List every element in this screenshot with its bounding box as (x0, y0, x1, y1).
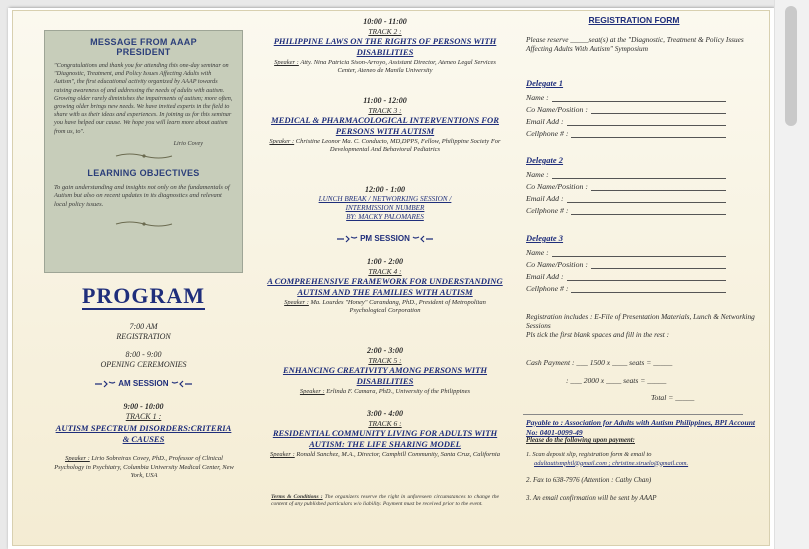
terms-conditions (271, 494, 499, 508)
registration-intro-text: Please reserve _____seat(s) at the "Diagnostic, Treatment & Policy Issues Affecting Adults With Autism" Symposium (526, 35, 744, 53)
delegate1-cell-label: Cellphone # : (526, 129, 569, 138)
track6-label: TRACK 6 : (368, 419, 402, 428)
delegate2-email-label: Email Add : (526, 194, 564, 203)
message-heading-line1: MESSAGE FROM AAAP (90, 37, 197, 47)
track4-label: TRACK 4 : (368, 267, 402, 276)
track3-time: 11:00 - 12:00 (363, 96, 407, 105)
track1-time: 9:00 - 10:00 (123, 402, 164, 411)
track2-speaker-label: Speaker : (274, 59, 299, 66)
delegate1-cell-field[interactable] (571, 128, 726, 138)
registration-intro (526, 35, 756, 53)
step3-text: 3. An email confirmation will be sent by AAAP (526, 494, 657, 502)
message-signature: Lirio Covey (173, 139, 203, 147)
price-2000-line[interactable]: : ___ 2000 x ____ seats = _____ (566, 376, 667, 385)
pm-session-heading (285, 234, 485, 243)
delegate2-heading: Delegate 2 (526, 155, 564, 165)
delegate3-company-field[interactable] (591, 259, 726, 269)
delegate3-email-label: Email Add : (526, 272, 564, 281)
track3-speaker: Christine Leonor Ma. C. Conducto, MD,DPPS, Fellow, Philippine Society For Developmental And Behavioral Pediatrics (295, 138, 501, 154)
scrollbar[interactable] (774, 0, 809, 549)
delegate3-cell-field[interactable] (571, 283, 726, 293)
step1-emails[interactable]: adultautismphil@gmail.com ; christine.siruelo@gmail.com. (534, 459, 689, 467)
track1-speaker (50, 455, 238, 481)
tick-instruction: Pls tick the first blank spaces and fill in the rest : (526, 330, 670, 339)
track4-block (267, 257, 503, 315)
track6-time: 3:00 - 4:00 (367, 409, 403, 418)
track3-label: TRACK 3 : (368, 106, 402, 115)
delegate3-name-field[interactable] (552, 247, 726, 257)
opening-time: 8:00 - 9:00 (125, 350, 162, 359)
delegate2-company-label: Co Name/Position : (526, 182, 588, 191)
program-title-text: PROGRAM (81, 283, 206, 308)
terms-text: The organizers reserve the right in unforeseen circumstances to change the content of any published particulars w/o liability. Payment must be received prior to the event. (271, 494, 499, 507)
track1-label: TRACK 1 : (125, 412, 162, 421)
delegate3-name-label: Name : (526, 248, 549, 257)
delegate2-block (526, 155, 726, 217)
track5-label: TRACK 5 : (368, 356, 402, 365)
lunch-line3: BY: MACKY PALOMARES (346, 213, 424, 221)
delegate1-name-label: Name : (526, 93, 549, 102)
delegate1-name-field[interactable] (552, 92, 726, 102)
delegate1-block (526, 78, 726, 140)
track5-title: ENHANCING CREATIVITY AMONG PERSONS WITH DISABILITIES (282, 365, 488, 386)
payable-block (526, 418, 756, 503)
follow-instruction: Please do the following upon payment: (526, 437, 635, 444)
total-line[interactable]: Total = _____ (651, 393, 695, 402)
ornament-left-icon (336, 235, 358, 243)
ornament-right-icon (171, 380, 193, 388)
track3-block (267, 96, 503, 154)
lunch-line1: LUNCH BREAK / NETWORKING SESSION / (318, 195, 452, 203)
delegate1-company-label: Co Name/Position : (526, 105, 588, 114)
am-session-heading (44, 379, 243, 388)
message-box (44, 30, 243, 273)
objectives-body: To gain understanding and insights not only on the fundamentals of Autism but also on recent updates in its diagnostics and relevant local policy issues. (54, 183, 230, 209)
ornament-divider-icon (114, 220, 174, 228)
delegate1-heading: Delegate 1 (526, 78, 564, 88)
track2-speaker: Atty. Nina Patricia Sison-Arroyo, Assistant Director, Ateneo Legal Services Center, Ateneo de Manila University (300, 59, 496, 75)
track4-speaker: Ma. Lourdes "Honey" Carandang, PhD., President of Metropolitan Psychological Corporation (310, 299, 486, 315)
program-title (44, 283, 243, 309)
track5-speaker-label: Speaker : (299, 388, 325, 395)
track5-block (267, 346, 503, 396)
includes-block (526, 312, 756, 339)
delegate2-company-field[interactable] (591, 181, 726, 191)
cash-payment-label: Cash Payment : (526, 358, 575, 367)
step1-text: 1. Scan deposit slip, registration form & email to (526, 451, 652, 458)
track1-speaker-label: Speaker : (65, 455, 90, 462)
delegate2-cell-label: Cellphone # : (526, 206, 569, 215)
delegate3-heading: Delegate 3 (526, 233, 564, 243)
divider (523, 414, 743, 415)
track2-block (267, 17, 503, 75)
delegate2-name-label: Name : (526, 170, 549, 179)
delegate1-company-field[interactable] (591, 104, 726, 114)
lunch-block (267, 185, 503, 222)
track5-time: 2:00 - 3:00 (367, 346, 403, 355)
includes-text: Registration includes : E-File of Presentation Materials, Lunch & Networking Sessions (526, 312, 755, 330)
track4-speaker-label: Speaker : (284, 299, 309, 306)
objectives-heading: LEARNING OBJECTIVES (87, 167, 200, 178)
payment-block (526, 358, 756, 403)
track4-title: A COMPREHENSIVE FRAMEWORK FOR UNDERSTANDING AUTISM AND THE FAMILIES WITH AUTISM (267, 276, 503, 297)
step2-text: 2. Fax to 638-7976 (Attention : Cathy Chan) (526, 476, 652, 484)
registration-label: REGISTRATION (116, 332, 171, 341)
delegate1-email-field[interactable] (567, 116, 726, 126)
price-1500-line[interactable]: ___ 1500 x ____ seats = _____ (576, 358, 673, 367)
track6-speaker: Ronald Sanchez, M.A., Director, Camphill Community, Santa Cruz, California (296, 451, 500, 458)
track1-title: AUTISM SPECTRUM DISORDERS:CRITERIA & CAUSES (55, 423, 232, 444)
track6-speaker-label: Speaker : (270, 451, 295, 458)
ornament-divider-icon (114, 152, 174, 160)
track1-speaker-name: Lirio Sobreiras Covey, PhD., Professor of Clinical Psychology in Psychiatry, Columbia University Medical Center, New York, USA (54, 455, 234, 479)
lunch-line2: INTERMISSION NUMBER (345, 204, 425, 212)
track2-label: TRACK 2 : (368, 27, 402, 36)
delegate3-block (526, 233, 726, 295)
message-heading-line2: PRESIDENT (116, 47, 171, 57)
registration-time: 7:00 AM (129, 322, 158, 331)
registration-form-title: REGISTRATION FORM (588, 15, 680, 25)
message-body: "Congratulations and thank you for attending this one-day seminar on "Diagnostic, Treatment, and Policy Issues Affecting Adults with Autism", the first educational activity organized by AAAP towards raising awareness of and addressing the needs of adults with autism. Growing older rarely diminishes the impairments of autism; more often, growing older brings new needs. We have invited experts in the field to share with us their ideas and experiences. In joining us for this seminar you have helped our cause. We hope you will learn more about autism from us, to". (54, 62, 233, 135)
scroll-thumb[interactable] (785, 6, 797, 126)
track3-speaker-label: Speaker : (269, 138, 295, 145)
lunch-time: 12:00 - 1:00 (365, 185, 405, 194)
ornament-right-icon (412, 235, 434, 243)
payable-to-text: Payable to : Association for Adults with Autism Philippines, BPI Account No: 0401-0099-49 (526, 418, 756, 437)
track6-block (267, 409, 503, 459)
am-session-label: AM SESSION (118, 379, 169, 388)
delegate2-name-field[interactable] (552, 169, 726, 179)
delegate1-email-label: Email Add : (526, 117, 564, 126)
track3-title: MEDICAL & PHARMACOLOGICAL INTERVENTIONS FOR PERSONS WITH AUTISM (271, 115, 499, 136)
ornament-left-icon (94, 380, 116, 388)
delegate3-email-field[interactable] (567, 271, 726, 281)
terms-label: Terms & Conditions : (271, 494, 323, 500)
message-heading (54, 37, 233, 57)
delegate2-email-field[interactable] (567, 193, 726, 203)
track2-time: 10:00 - 11:00 (363, 17, 407, 26)
delegate2-cell-field[interactable] (571, 205, 726, 215)
track2-title: PHILIPPINE LAWS ON THE RIGHTS OF PERSONS WITH DISABILITIES (273, 36, 497, 57)
track6-title: RESIDENTIAL COMMUNITY LIVING FOR ADULTS WITH AUTISM: THE LIFE SHARING MODEL (272, 428, 498, 449)
delegate3-company-label: Co Name/Position : (526, 260, 588, 269)
opening-label: OPENING CEREMONIES (100, 360, 187, 369)
delegate3-cell-label: Cellphone # : (526, 284, 569, 293)
track5-speaker: Erlinda F. Camara, PhD., University of the Philippines (326, 388, 471, 395)
track4-time: 1:00 - 2:00 (367, 257, 403, 266)
pm-session-label: PM SESSION (360, 234, 410, 243)
